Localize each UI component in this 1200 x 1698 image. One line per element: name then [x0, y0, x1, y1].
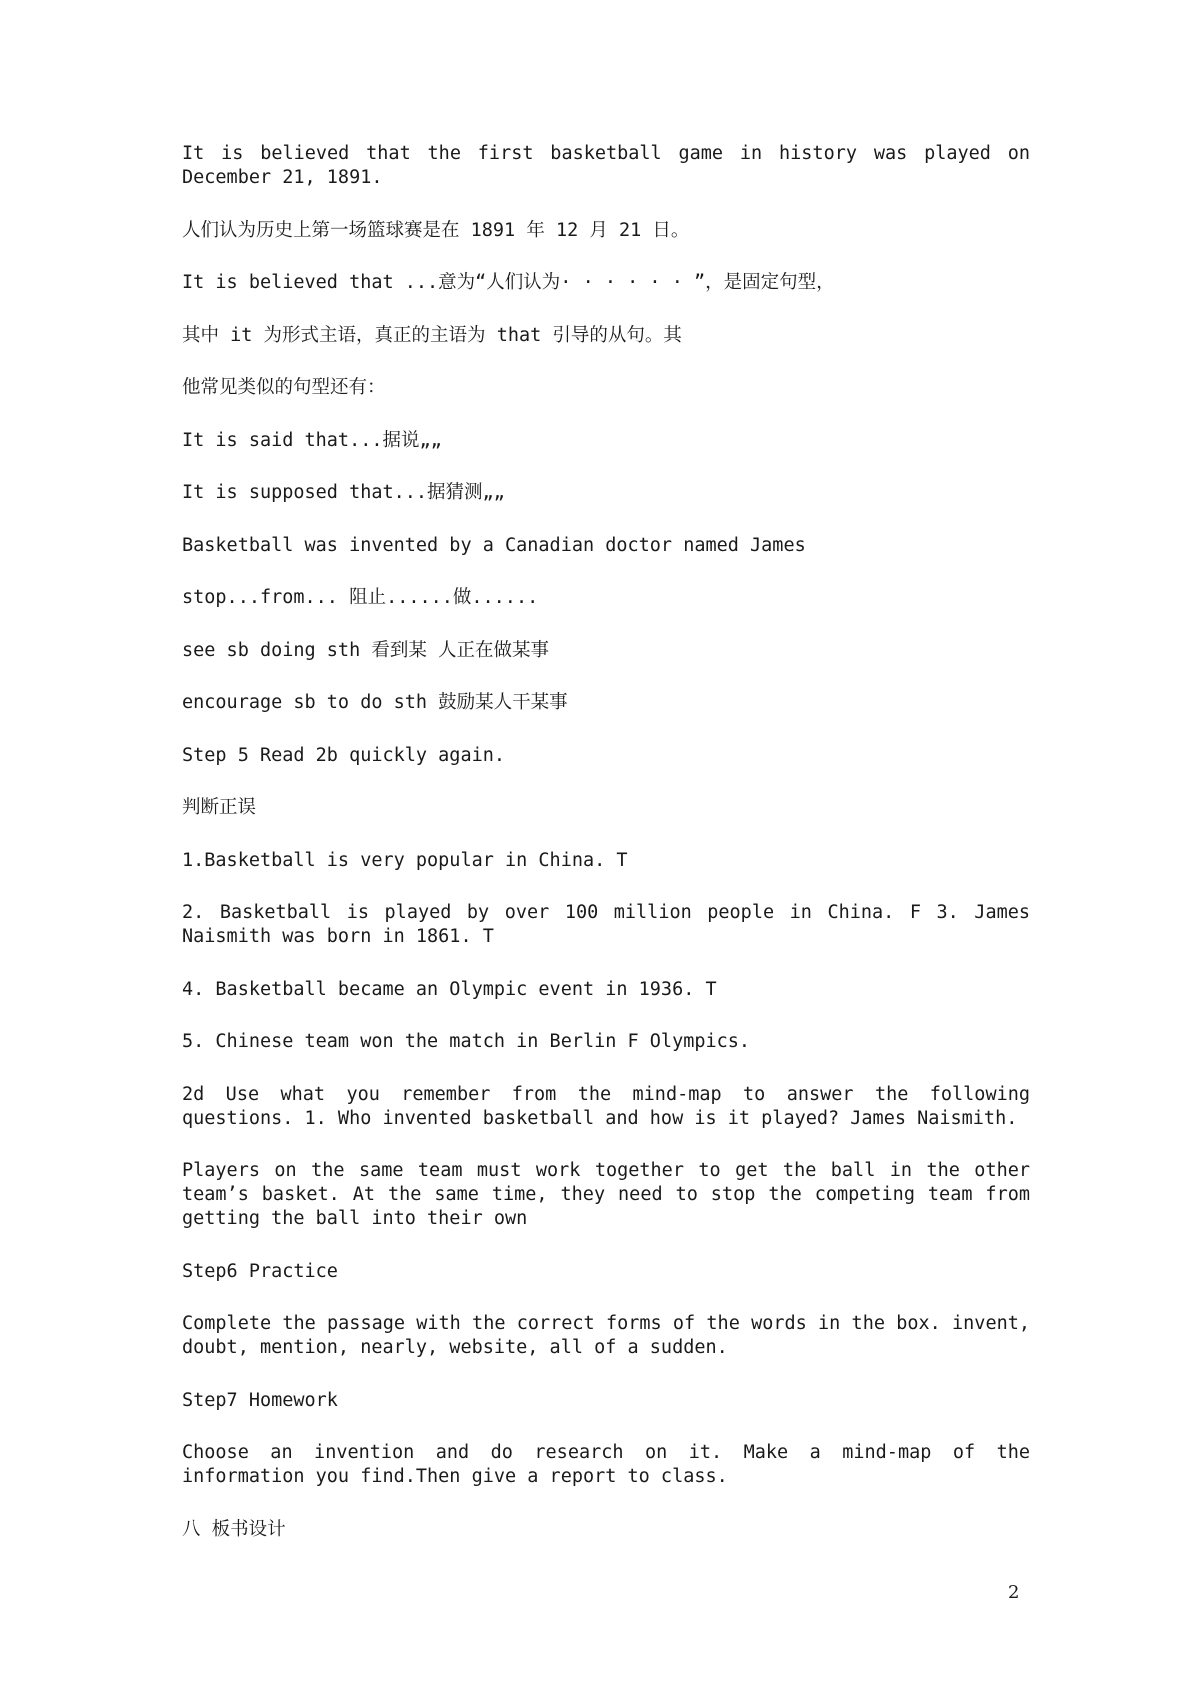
document-body [182, 142, 1042, 1570]
paragraph-4: 其中 it 为形式主语，真正的主语为 that 引导的从句。其 [182, 324, 682, 346]
paragraph-18: 2d Use what you remember from the mind-map to answer the following questions. 1. Who invented basketball and how is it played? James Naismith. [182, 1083, 1042, 1129]
paragraph-17: 5. Chinese team won the match in Berlin F Olympics. [182, 1031, 751, 1052]
paragraph-8: Basketball was invented by a Canadian doctor named James [182, 534, 806, 556]
paragraph-23: Choose an invention and do research on it. Make a mind-map of the information you find.Then give a report to class. [182, 1442, 1042, 1487]
paragraph-1: It is believed that the first basketball game in history was played on December 21, 1891. [182, 143, 1042, 188]
paragraph-14: 1.Basketball is very popular in China. T [182, 849, 628, 871]
paragraph-24: 八 板书设计 [182, 1518, 286, 1540]
paragraph-19: Players on the same team must work together to get the ball in the other team’s basket. At the same time, they need to stop the competing team from getting the ball into their own [182, 1160, 1042, 1229]
paragraph-21: Complete the passage with the correct forms of the words in the box. invent, doubt, mention, nearly, website, all of a sudden. [182, 1313, 1042, 1358]
paragraph-7: It is supposed that...据猜测„„ [182, 482, 505, 503]
paragraph-9: stop...from... 阻止......做...... [182, 587, 539, 608]
paragraph-20: Step6 Practice [182, 1260, 338, 1282]
paragraph-16: 4. Basketball became an Olympic event in 1936. T [182, 978, 717, 1000]
paragraph-6: It is said that...据说„„ [182, 429, 442, 451]
paragraph-10: see sb doing sth 看到某 人正在做某事 [182, 639, 549, 661]
paragraph-22: Step7 Homework [182, 1389, 338, 1411]
paragraph-12: Step 5 Read 2b quickly again. [182, 744, 506, 766]
paragraph-11: encourage sb to do sth 鼓励某人干某事 [182, 692, 568, 713]
paragraph-13: 判断正误 [182, 797, 257, 818]
paragraph-15: 2. Basketball is played by over 100 million people in China. F 3. James Naismith was born in 1861. T [182, 902, 1042, 947]
page-number: 2 [1008, 1582, 1020, 1603]
paragraph-5: 他常见类似的句型还有： [182, 377, 386, 398]
paragraph-3: It is believed that ...意为“人们认为· · · · · · ”，是固定句型， [182, 272, 835, 293]
paragraph-2: 人们认为历史上第一场篮球赛是在 1891 年 12 月 21 日。 [182, 219, 690, 241]
